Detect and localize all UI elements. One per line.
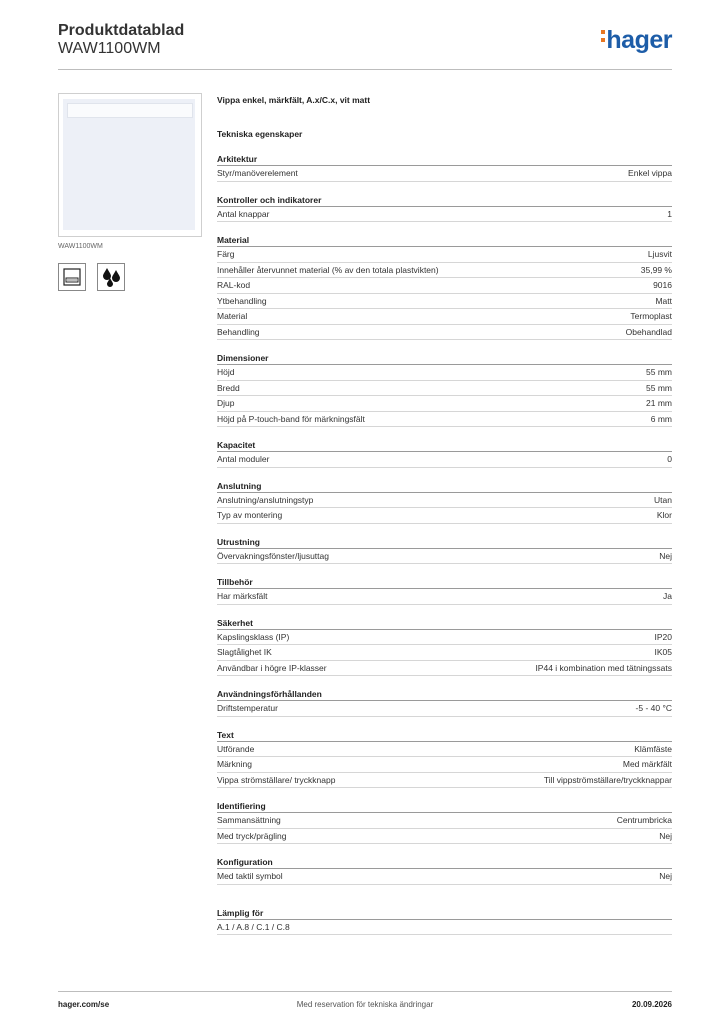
spec-group [217,800,672,844]
spec-label: Kapslingsklass (IP) [217,631,290,642]
spec-value: 6 mm [650,413,672,424]
spec-group [217,576,672,605]
spec-group [217,688,672,717]
spec-row [217,263,672,279]
label-strip [67,103,193,118]
spec-value: Med märkfält [622,759,672,769]
spec-label: Har märksfält [217,591,268,601]
spec-value: 35,99 % [640,264,672,275]
spec-label: Sammansättning [217,815,281,825]
spec-label: Innehåller återvunnet material (% av den totala plastvikten) [217,264,439,275]
spec-row [217,309,672,325]
spec-label: Typ av montering [217,510,283,520]
spec-group-title: Dimensioner [217,352,672,365]
footer-date: 20.09.2026 [631,1000,672,1009]
switch-plate [63,99,195,230]
spec-value: Obehandlad [625,326,672,337]
spec-group-title: Säkerhet [217,617,672,630]
spec-row [217,630,672,646]
spec-group [217,153,672,182]
spec-group-title: Utrustning [217,536,672,549]
spec-row [217,325,672,341]
spec-group-title: Konfiguration [217,856,672,869]
spec-value: 21 mm [646,398,672,408]
spec-label: Färg [217,249,235,259]
spec-row [217,757,672,773]
page-footer [58,991,672,1012]
spec-group [217,439,672,468]
spec-label: Behandling [217,326,260,337]
spec-group-title: Användningsförhållanden [217,688,672,701]
spec-row [217,920,672,936]
spec-row [217,549,672,565]
spec-row [217,207,672,223]
spec-value: -5 - 40 °C [635,703,672,713]
spec-row [217,869,672,885]
spec-value: Termoplast [630,311,672,321]
spec-label: Material [217,311,248,321]
spec-label: Vippa strömställare/ tryckknapp [217,774,336,785]
spec-group-title: Lämplig för [217,907,672,920]
spec-group [217,856,672,885]
hager-logo [601,26,672,55]
product-code: WAW1100WM [58,40,161,57]
spec-row [217,294,672,310]
spec-row [217,493,672,509]
spec-group-title: Material [217,234,672,247]
spec-label: Slagtålighet IK [217,647,272,657]
spec-section [217,93,672,935]
spec-row [217,381,672,397]
spec-group-title: Identifiering [217,800,672,813]
spec-label: Ytbehandling [217,295,267,306]
section-title: Tekniska egenskaper [217,129,303,139]
spec-row [217,829,672,845]
spec-groups [217,153,672,935]
spec-label: Märkning [217,759,252,769]
spec-row [217,813,672,829]
spec-group-title: Kapacitet [217,439,672,452]
spec-row [217,412,672,428]
spec-value: Ja [663,591,672,601]
spec-group [217,617,672,677]
spec-group-title: Arkitektur [217,153,672,166]
logo-text: hager [606,26,672,54]
spec-row [217,645,672,661]
spec-value: Klämfäste [634,743,672,754]
spec-row [217,396,672,412]
footer-website: hager.com/se [58,1000,110,1009]
spec-group [217,536,672,565]
spec-value: 55 mm [646,367,672,377]
spec-value: Centrumbricka [616,815,672,825]
spec-group-title: Anslutning [217,480,672,493]
spec-group [217,234,672,340]
page-header [58,20,672,70]
spec-row [217,247,672,263]
spec-value: Ljusvit [647,249,672,259]
water-drops-icon [97,263,125,291]
spec-group [217,194,672,223]
spec-group [217,480,672,524]
product-description: Vippa enkel, märkfält, A.x/C.x, vit matt [217,95,371,105]
spec-value: Nej [659,830,672,841]
spec-row [217,452,672,468]
spec-label: Användbar i högre IP-klasser [217,662,327,673]
spec-group-title: Kontroller och indikatorer [217,194,672,207]
footer-note: Med reservation för tekniska ändringar [296,1000,434,1009]
spec-label: Anslutning/anslutningstyp [217,494,314,505]
spec-label: Höjd [217,367,235,377]
spec-row [217,742,672,758]
spec-group-title: Tillbehör [217,576,672,589]
spec-group [217,729,672,789]
product-image [58,93,202,237]
spec-row [217,773,672,789]
spec-label: Med tryck/prägling [217,830,287,841]
spec-row [217,508,672,524]
spec-value: Enkel vippa [628,168,672,178]
spec-value: IP44 i kombination med tätningssats [535,662,672,673]
spec-row [217,278,672,294]
spec-value: IK05 [654,647,672,657]
spec-value: Klor [656,510,672,520]
spec-value: 1 [667,208,672,219]
spec-value: IP20 [654,631,672,642]
image-caption: WAW1100WM [58,243,103,250]
spec-label: Djup [217,398,235,408]
spec-label: Antal moduler [217,454,270,464]
spec-group [217,352,672,427]
spec-row [217,589,672,605]
spec-label: Med taktil symbol [217,871,283,881]
spec-label: Driftstemperatur [217,703,278,713]
spec-label: Övervakningsfönster/ljusuttag [217,550,329,561]
spec-label: RAL-kod [217,280,251,290]
spec-group-title: Text [217,729,672,742]
spec-row [217,661,672,677]
spec-value: Utan [654,494,672,505]
spec-label: Utförande [217,743,255,754]
spec-group [217,907,672,936]
spec-row [217,701,672,717]
page-title: Produktdatablad [58,22,185,39]
marking-field-icon [58,263,86,291]
spec-value: 9016 [653,280,672,290]
spec-label: Höjd på P-touch-band för märkningsfält [217,413,365,424]
spec-row [217,166,672,182]
spec-value: Matt [655,295,672,306]
spec-label: Styr/manöverelement [217,168,298,178]
spec-value: 0 [667,454,672,464]
spec-value: 55 mm [646,382,672,393]
spec-value: Nej [659,550,672,561]
spec-row [217,365,672,381]
spec-label: Bredd [217,382,240,393]
spec-label: Antal knappar [217,208,270,219]
spec-value: Nej [659,871,672,881]
spec-label: A.1 / A.8 / C.1 / C.8 [217,921,290,932]
spec-value: Till vippströmställare/tryckknappar [543,774,672,785]
